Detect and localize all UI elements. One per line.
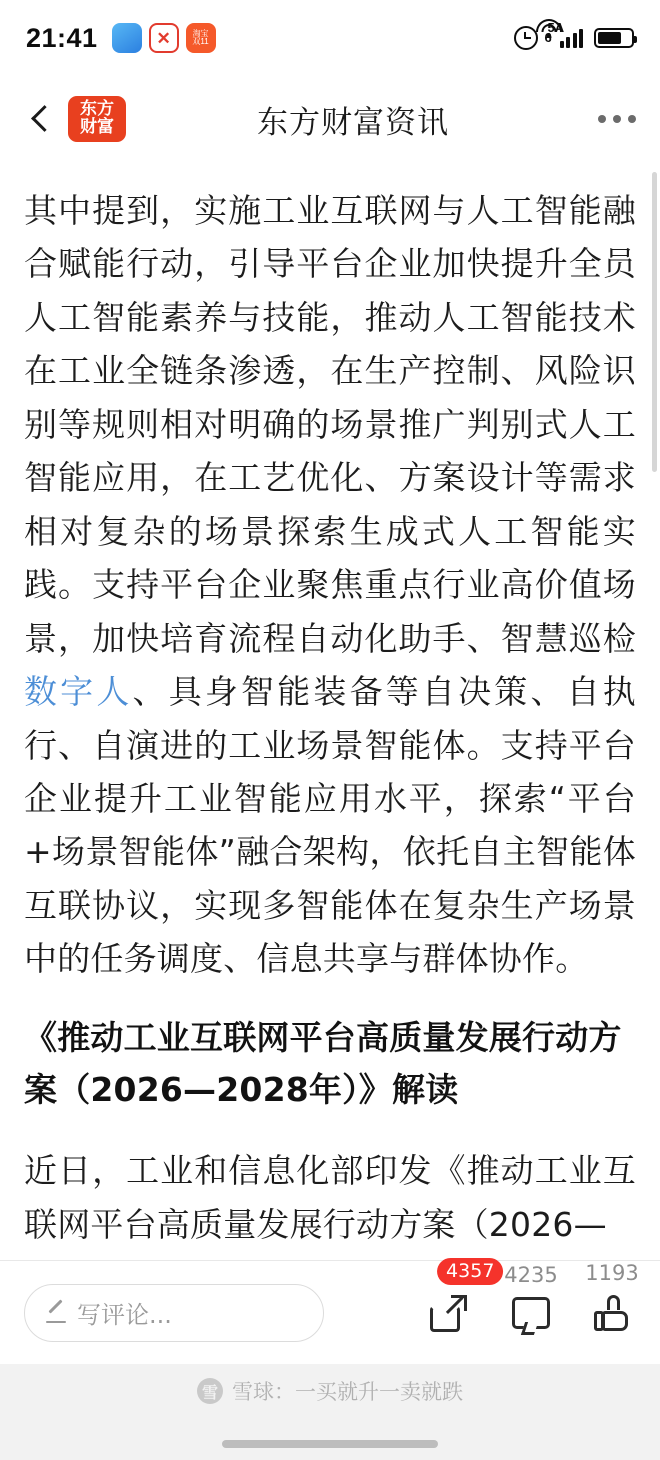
comment-icon bbox=[512, 1297, 550, 1329]
status-time: 21:41 bbox=[26, 22, 98, 53]
article-content[interactable] bbox=[0, 162, 660, 1260]
page-title: 东方财富资讯 bbox=[257, 104, 449, 141]
battery-icon bbox=[594, 28, 634, 48]
paragraph-1-text-b: 、具身智能装备等自决策、自执行、自演进的工业场景智能体。支持平台企业提升工业智能应用水平，探索“平台+场景智能体”融合架构，依托自主智能体互联协议，实现多智能体在复杂生产场景中的任务调度、信息共享与群体协作。 bbox=[24, 672, 636, 979]
digital-human-link[interactable]: 数字人 bbox=[24, 672, 133, 712]
network-type-label: 5A bbox=[547, 19, 565, 35]
watermark bbox=[197, 1376, 463, 1406]
bottom-action-bar bbox=[0, 1260, 660, 1364]
article-paragraph-1 bbox=[24, 184, 636, 986]
xueqiu-logo-icon: 雪 bbox=[197, 1378, 223, 1404]
watermark-text: 雪球：一买就升一卖就跌 bbox=[232, 1380, 463, 1404]
footer-watermark-bar bbox=[0, 1364, 660, 1460]
action-buttons bbox=[430, 1259, 639, 1332]
brand-line-1: 东方 bbox=[80, 99, 114, 120]
more-options-icon[interactable] bbox=[580, 115, 636, 123]
comment-input[interactable] bbox=[24, 1284, 324, 1342]
eastmoney-logo bbox=[68, 96, 126, 142]
brand-line-2: 财富 bbox=[80, 117, 114, 137]
share-button[interactable] bbox=[430, 1259, 495, 1332]
status-app-icons bbox=[112, 23, 216, 53]
article-heading: 《推动工业互联网平台高质量发展行动方案（2026—2028年）》解读 bbox=[24, 1017, 622, 1109]
thumbs-up-icon bbox=[594, 1295, 630, 1331]
share-icon bbox=[430, 1294, 468, 1332]
status-indicators bbox=[514, 19, 635, 50]
share-badge: 4357 bbox=[437, 1258, 503, 1286]
x-app-icon: ✕ bbox=[149, 23, 179, 53]
home-indicator[interactable] bbox=[222, 1440, 438, 1448]
status-bar bbox=[0, 0, 660, 76]
back-button[interactable] bbox=[24, 102, 58, 136]
browser-app-icon bbox=[112, 23, 142, 53]
comment-count: 4235 bbox=[504, 1262, 558, 1287]
taobao-app-icon: 淘宝 双11 bbox=[186, 23, 216, 53]
comment-placeholder: 写评论... bbox=[77, 1301, 172, 1329]
nav-bar bbox=[0, 76, 660, 162]
paragraph-1-text-a: 其中提到，实施工业互联网与人工智能融合赋能行动，引导平台企业加快提升全员人工智能素养与技能，推动人工智能技术在工业全链条渗透，在生产控制、风险识别等规则相对明确的场景推广判别式人工智能应用，在工艺优化、方案设计等需求相对复杂的场景探索生成式人工智能实践。支持平台企业聚焦重点行业高价值场景，加快培育流程自动化助手、智慧巡检 bbox=[24, 191, 636, 658]
like-button[interactable] bbox=[585, 1260, 639, 1331]
like-count: 1193 bbox=[585, 1260, 639, 1285]
pencil-icon bbox=[45, 1302, 67, 1324]
signal-icon bbox=[547, 19, 584, 48]
article-paragraph-2: 近日，工业和信息化部印发《推动工业互联网平台高质量发展行动方案（2026— bbox=[24, 1151, 636, 1244]
alarm-icon bbox=[514, 26, 538, 50]
scrollbar[interactable] bbox=[652, 172, 657, 472]
comment-button[interactable] bbox=[504, 1262, 558, 1329]
